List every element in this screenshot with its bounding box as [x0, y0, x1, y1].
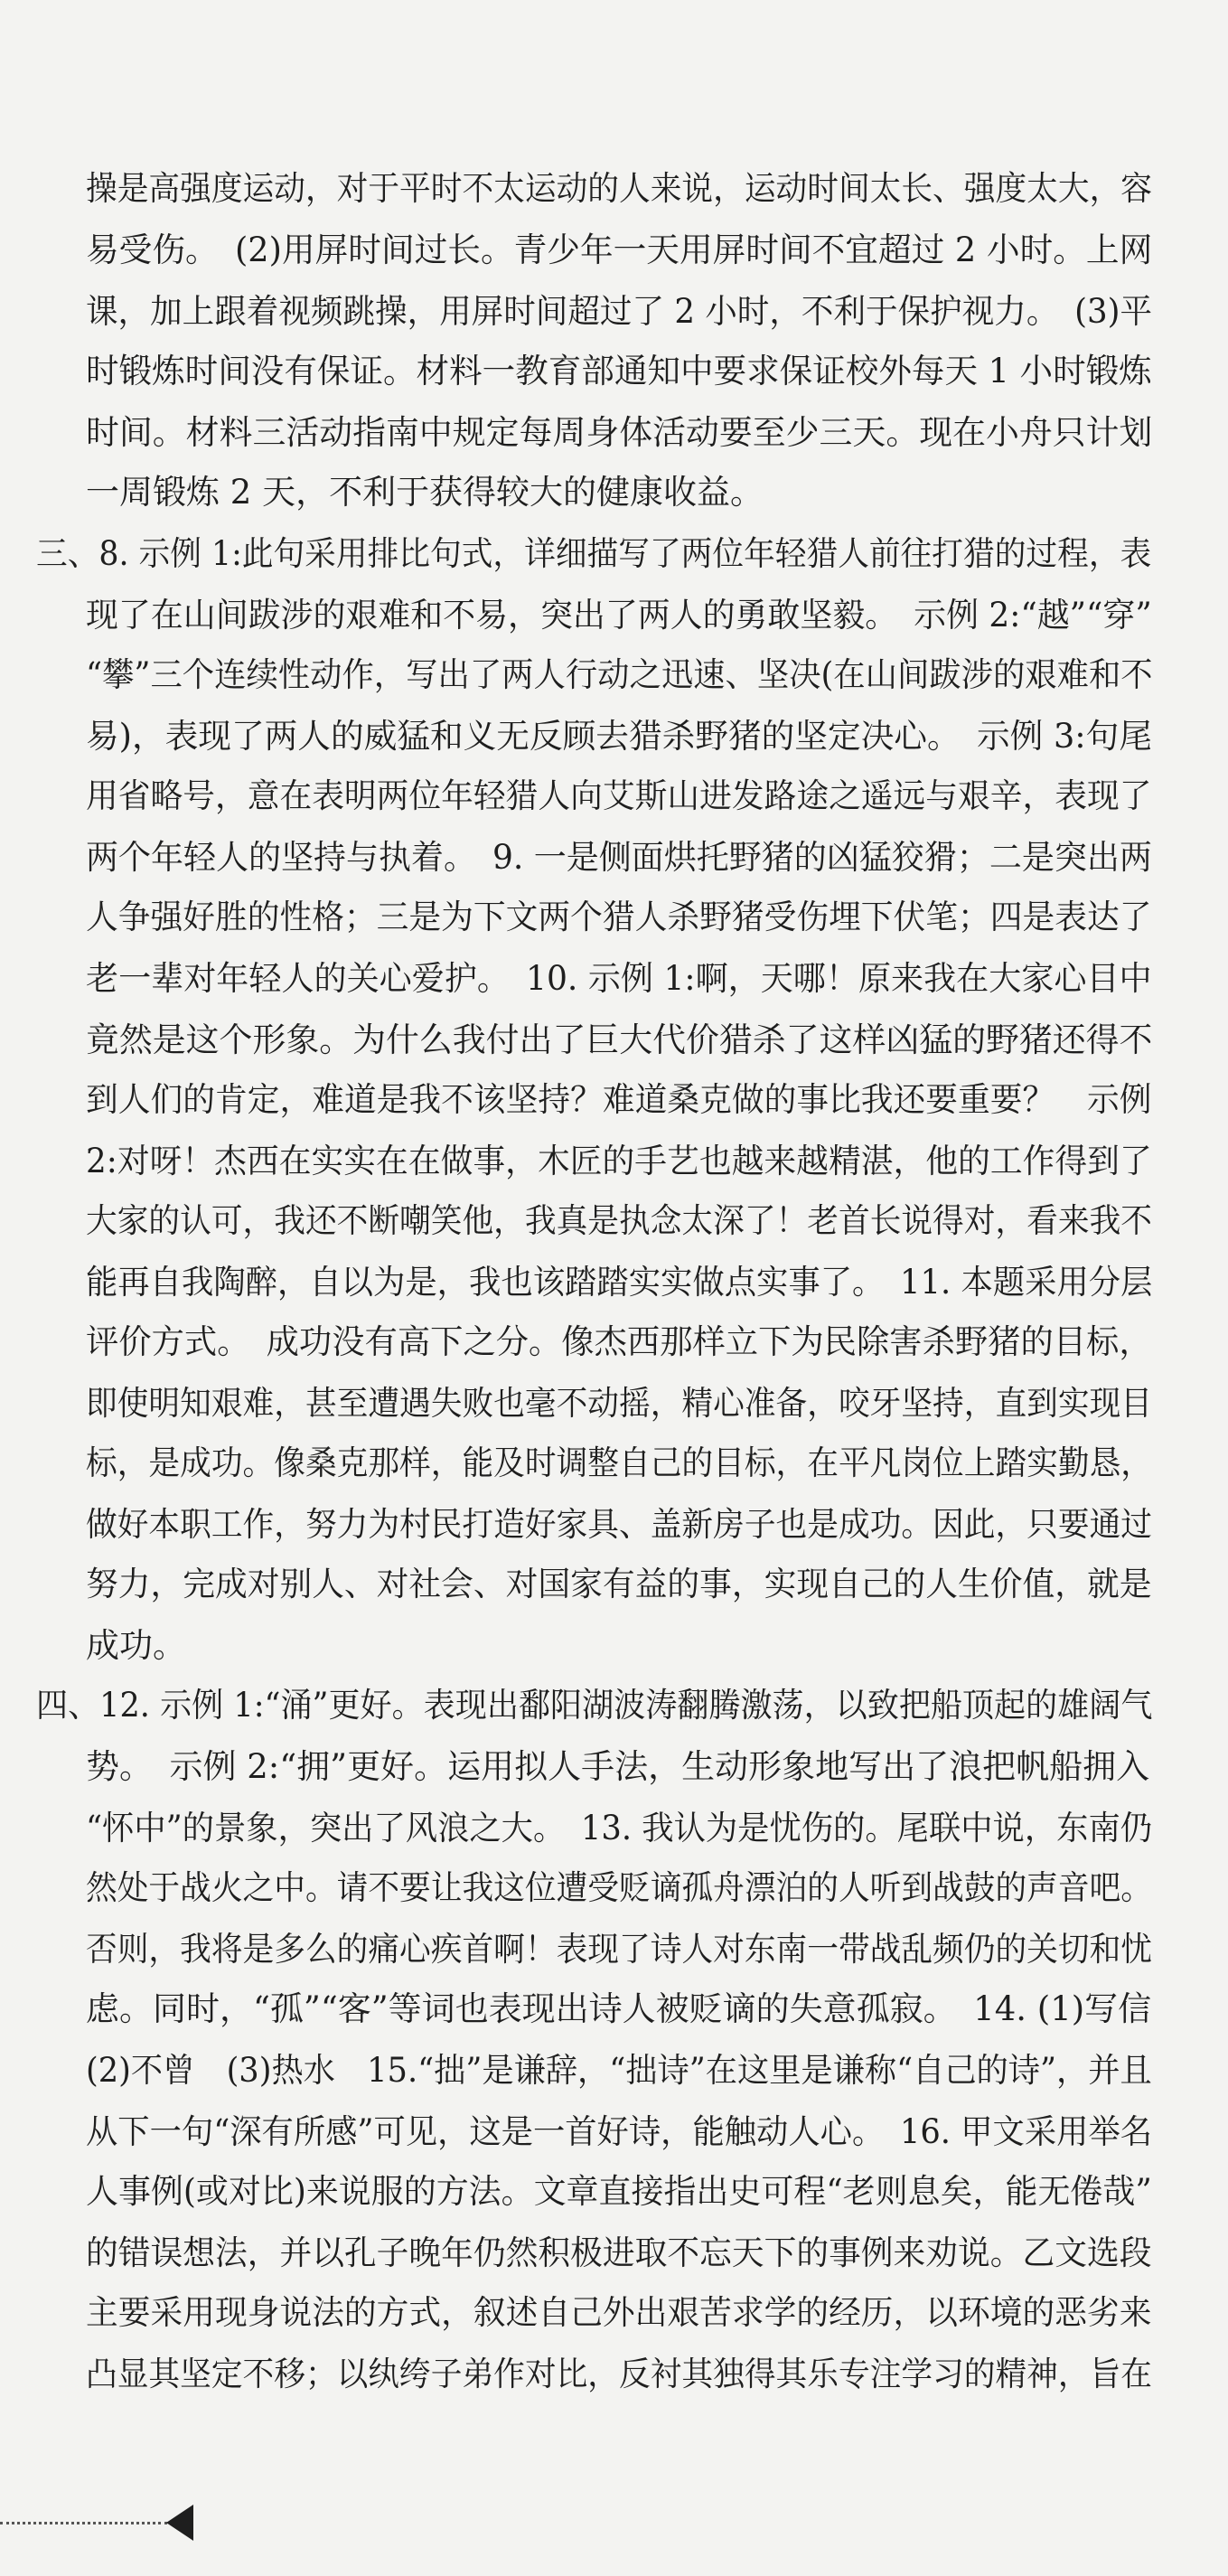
text-line: 从下一句“深有所感”可见，这是一首好诗，能触动人心。 16. 甲文采用举名: [86, 2112, 1153, 2151]
text-line: 课，加上跟着视频跳操，用屏时间超过了 2 小时，不利于保护视力。 (3)平: [86, 292, 1153, 331]
text-line: 一周锻炼 2 天，不利于获得较大的健康收益。: [86, 473, 764, 512]
text-line: 否则，我将是多么的痛心疾首啊！表现了诗人对东南一带战乱频仍的关切和忧: [86, 1930, 1153, 1969]
text-line: 努力，完成对别人、对社会、对国家有益的事，实现自己的人生价值，就是: [86, 1565, 1152, 1603]
footer-dotted-rule: [0, 2522, 167, 2524]
text-line: 评价方式。 成功没有高下之分。像杰西那样立下为民除害杀野猪的目标，: [86, 1322, 1152, 1361]
text-line: 老一辈对年轻人的关心爱护。 10. 示例 1:啊，天哪！原来我在大家心目中: [86, 959, 1152, 998]
text-line: 用省略号，意在表明两位年轻猎人向艾斯山进发路途之遥远与艰辛，表现了: [86, 776, 1152, 815]
page-turn-arrow-icon: [166, 2505, 193, 2541]
text-line: 大家的认可，我还不断嘲笑他，我真是执念太深了！老首长说得对，看来我不: [86, 1201, 1153, 1240]
text-line: (2)不曾 (3)热水 15.“拙”是谦辞，“拙诗”在这里是谦称“自己的诗”，并且: [86, 2051, 1152, 2090]
text-line: 时间。材料三活动指南中规定每周身体活动要至少三天。现在小舟只计划: [86, 413, 1153, 452]
text-line: 即使明知艰难，甚至遭遇失败也毫不动摇，精心准备，咬牙坚持，直到实现目: [86, 1384, 1153, 1423]
text-line: 凸显其坚定不移；以纨绔子弟作对比，反衬其独得其乐专注学习的精神，旨在: [86, 2355, 1153, 2393]
text-line: 标，是成功。像桑克那样，能及时调整自己的目标，在平凡岗位上踏实勤恳，: [86, 1443, 1153, 1482]
text-line: 到人们的肯定，难道是我不该坚持？难道桑克做的事比我还要重要？ 示例: [86, 1080, 1152, 1119]
text-line: 的错误想法，并以孔子晚年仍然积极进取不忘天下的事例来劝说。乙文选段: [86, 2233, 1152, 2272]
text-line: 操是高强度运动，对于平时不太运动的人来说，运动时间太长、强度太大，容: [86, 169, 1153, 208]
text-line: 然处于战火之中。请不要让我这位遭受贬谪孤舟漂泊的人听到战鼓的声音吧。: [86, 1868, 1153, 1907]
text-line: 虑。同时，“孤”“客”等词也表现出诗人被贬谪的失意孤寂。 14. (1)写信: [86, 1989, 1152, 2028]
text-line: “攀”三个连续性动作，写出了两人行动之迅速、坚决(在山间跋涉的艰难和不: [86, 655, 1153, 694]
text-line: 易)，表现了两人的威猛和义无反顾去猎杀野猪的坚定决心。 示例 3:句尾: [86, 717, 1152, 756]
text-line: “怀中”的景象，突出了风浪之大。 13. 我认为是忧伤的。尾联中说，东南仍: [86, 1809, 1153, 1847]
text-line: 现了在山间跋涉的艰难和不易，突出了两人的勇敢坚毅。 示例 2:“越”“穿”: [86, 596, 1152, 635]
text-line: 人事例(或对比)来说服的方法。文章直接指出史可程“老则息矣，能无倦哉”: [86, 2172, 1152, 2211]
text-line: 人争强好胜的性格；三是为下文两个猎人杀野猪受伤埋下伏笔；四是表达了: [86, 898, 1152, 936]
text-line: 主要采用现身说法的方式，叙述自己外出艰苦求学的经历，以环境的恶劣来: [86, 2293, 1152, 2332]
text-line: 能再自我陶醉，自以为是，我也该踏踏实实做点实事了。 11. 本题采用分层: [86, 1263, 1153, 1302]
text-line: 势。 示例 2:“拥”更好。运用拟人手法，生动形象地写出了浪把帆船拥入: [86, 1747, 1150, 1786]
text-line: 成功。: [86, 1626, 186, 1665]
text-line: 做好本职工作，努力为村民打造好家具、盖新房子也是成功。因此，只要通过: [86, 1505, 1153, 1544]
text-line: 三、8. 示例 1:此句采用排比句式，详细描写了两位年轻猎人前往打猎的过程，表: [36, 534, 1152, 573]
text-line: 两个年轻人的坚持与执着。 9. 一是侧面烘托野猪的凶猛狡猾；二是突出两: [86, 838, 1152, 877]
text-line: 易受伤。 (2)用屏时间过长。青少年一天用屏时间不宜超过 2 小时。上网: [86, 230, 1153, 269]
text-line: 竟然是这个形象。为什么我付出了巨大代价猎杀了这样凶猛的野猪还得不: [86, 1020, 1153, 1059]
text-line: 时锻炼时间没有保证。材料一教育部通知中要求保证校外每天 1 小时锻炼: [86, 352, 1152, 390]
text-line: 四、12. 示例 1:“涌”更好。表现出鄱阳湖波涛翻腾激荡，以致把船顶起的雄阔气: [36, 1686, 1153, 1725]
text-line: 2:对呀！杰西在实实在在做事，木匠的手艺也越来越精湛，他的工作得到了: [86, 1142, 1152, 1180]
